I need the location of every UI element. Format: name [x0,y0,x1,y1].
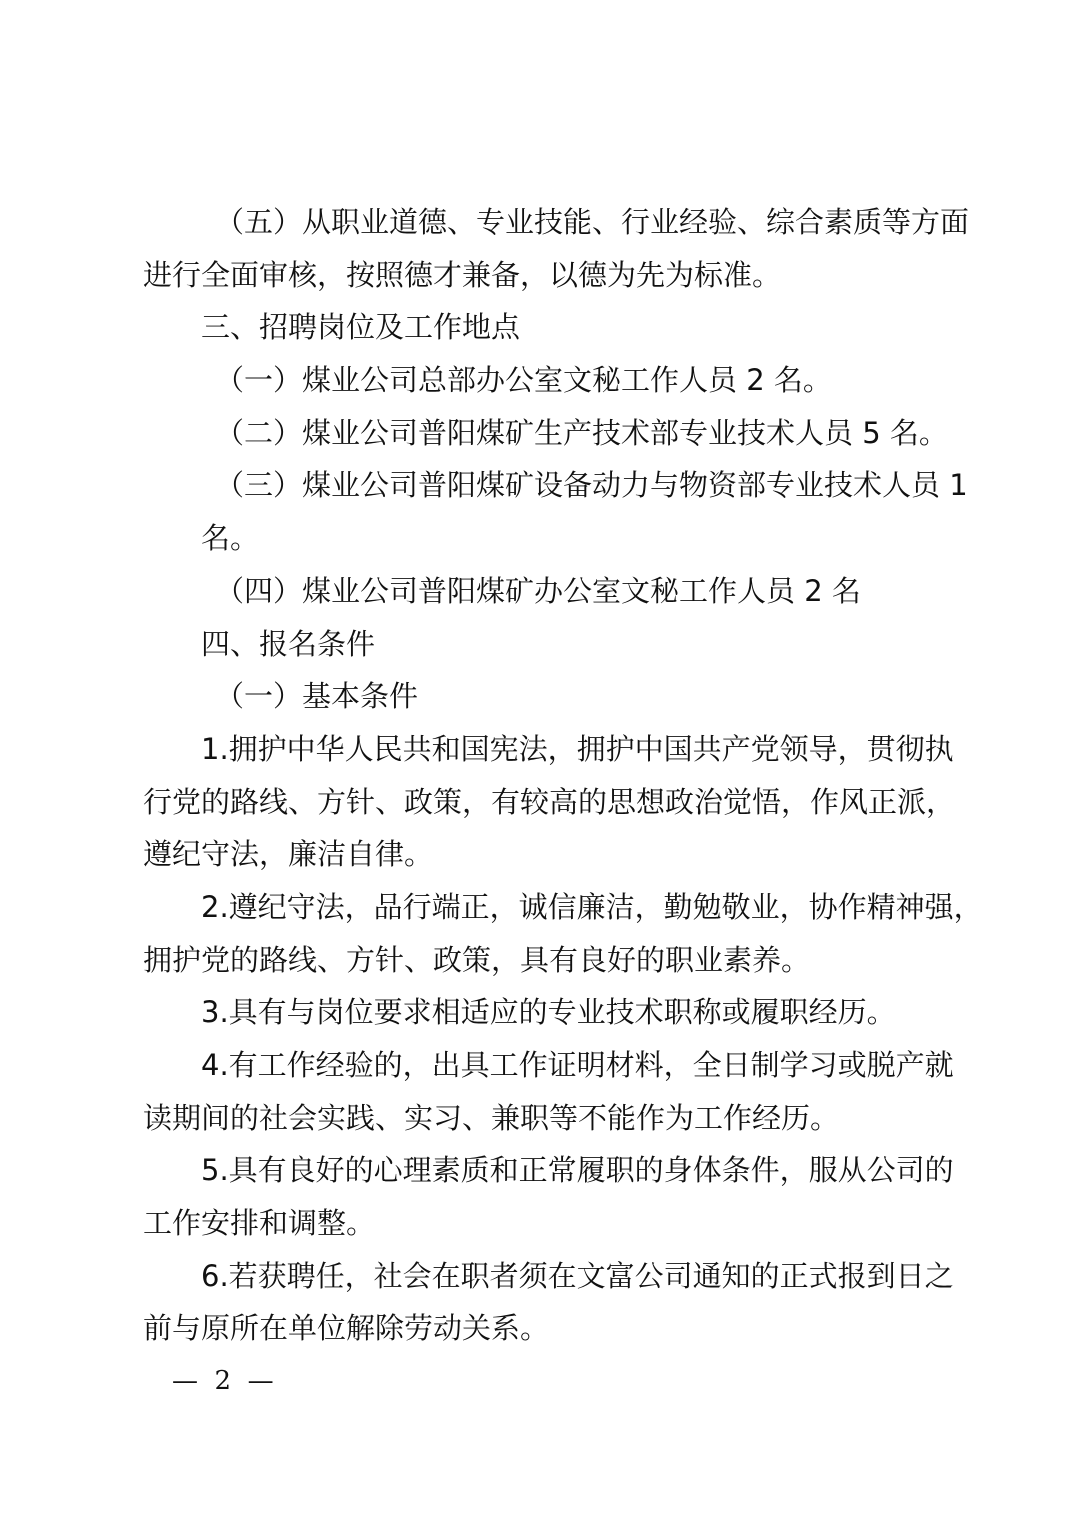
paragraph-line: 前与原所在单位解除劳动关系。 [143,1311,550,1346]
list-item-continuation: 名。 [201,521,260,556]
condition-item: 2.遵纪守法，品行端正，诚信廉洁，勤勉敬业，协作精神强， [201,889,983,924]
list-item: （一）煤业公司总部办公室文秘工作人员 2 名。 [215,363,832,398]
subsection-heading: （一）基本条件 [215,679,419,714]
condition-item: 3.具有与岗位要求相适应的专业技术职称或履职经历。 [201,995,896,1030]
condition-item: 5.具有良好的心理素质和正常履职的身体条件，服从公司的 [201,1153,954,1188]
condition-item: 1.拥护中华人民共和国宪法，拥护中国共产党领导，贯彻执 [201,731,954,766]
section-heading: 四、报名条件 [201,626,376,661]
list-item: （三）煤业公司普阳煤矿设备动力与物资部专业技术人员 1 [215,468,968,503]
list-item: （二）煤业公司普阳煤矿生产技术部专业技术人员 5 名。 [215,415,948,450]
paragraph-line: （五）从职业道德、专业技能、行业经验、综合素质等方面 [215,205,970,239]
paragraph-line: 进行全面审核，按照德才兼备，以德为先为标准。 [143,257,782,292]
paragraph-line: 读期间的社会实践、实习、兼职等不能作为工作经历。 [143,1100,840,1135]
paragraph-line: 工作安排和调整。 [143,1206,376,1241]
section-heading: 三、招聘岗位及工作地点 [201,310,521,345]
list-item: （四）煤业公司普阳煤矿办公室文秘工作人员 2 名 [215,573,861,608]
page-number: — 2 — [172,1366,274,1396]
paragraph-line: 行党的路线、方针、政策，有较高的思想政治觉悟，作风正派， [143,784,956,819]
paragraph-line: 拥护党的路线、方针、政策，具有良好的职业素养。 [143,942,811,977]
condition-item: 4.有工作经验的，出具工作证明材料，全日制学习或脱产就 [201,1048,954,1082]
paragraph-line: 遵纪守法，廉洁自律。 [143,837,434,872]
document-body [143,196,983,1355]
condition-item: 6.若获聘任，社会在职者须在文富公司通知的正式报到日之 [201,1258,954,1293]
